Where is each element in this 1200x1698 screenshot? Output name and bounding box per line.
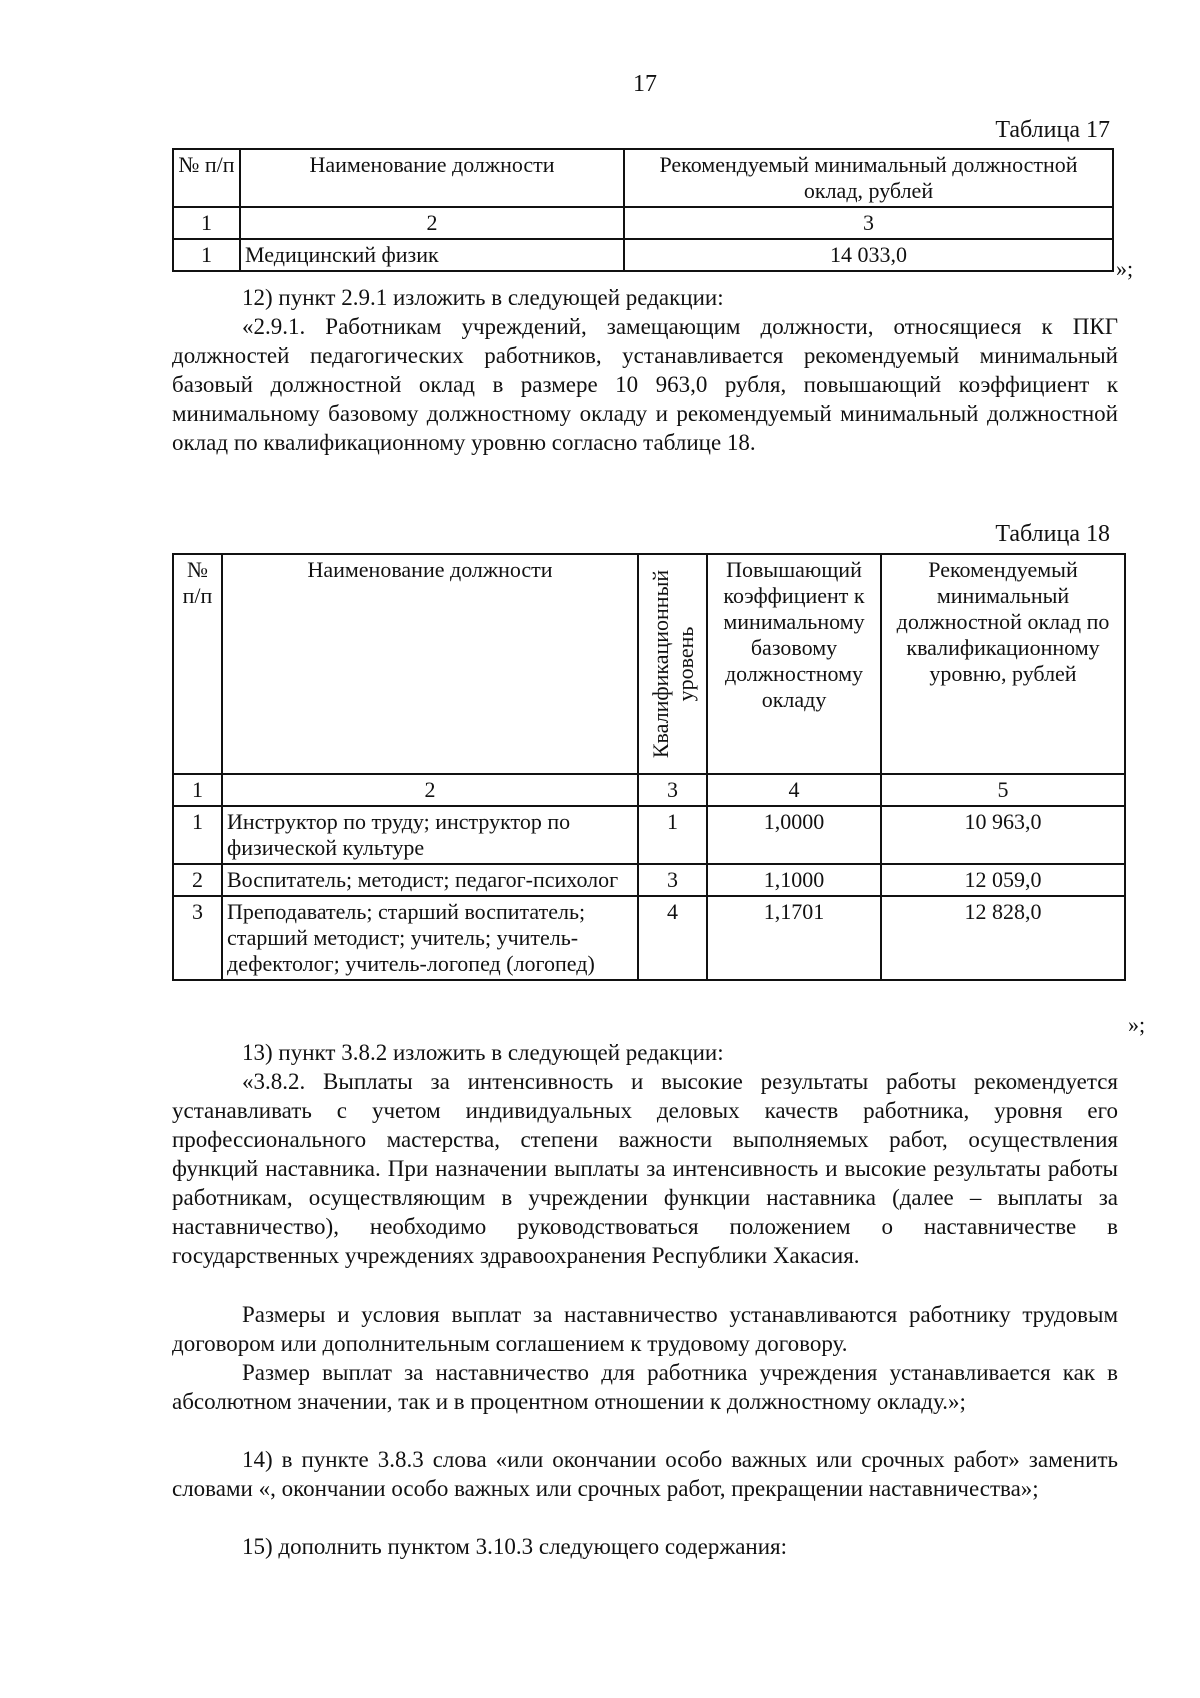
table-18-label: Таблица 18 [995, 521, 1110, 547]
table-row [173, 896, 1125, 980]
column-number-row [173, 207, 1113, 239]
qualification-level: 1 [638, 806, 707, 864]
column-number: 2 [222, 774, 638, 806]
table-row [173, 239, 1113, 271]
column-number: 5 [881, 774, 1125, 806]
row-number: 1 [173, 806, 222, 864]
header-cell: Повышающий коэффициент к минимальному базовому должностному окладу [707, 554, 881, 774]
qualification-level-header: Квалификационный уровень [647, 569, 698, 759]
table-17-label: Таблица 17 [995, 117, 1110, 143]
item-13-heading: 13) пункт 3.8.2 изложить в следующей редакции: [242, 1040, 724, 1065]
position-name: Преподаватель; старший воспитатель; старший методист; учитель; учитель-дефектолог; учитель-логопед (логопед) [222, 896, 638, 980]
table-row [173, 864, 1125, 896]
table-17 [172, 148, 1114, 272]
header-cell: Наименование должности [222, 554, 638, 774]
header-cell: № п/п [173, 554, 222, 774]
row-number: 3 [173, 896, 222, 980]
table-row [173, 806, 1125, 864]
coefficient: 1,0000 [707, 806, 881, 864]
header-cell: Рекомендуемый минимальный должностной оклад по квалификационному уровню, рублей [881, 554, 1125, 774]
header-cell: № п/п [173, 149, 240, 207]
column-number: 3 [638, 774, 707, 806]
table-header-row [173, 149, 1113, 207]
table-18 [172, 553, 1126, 981]
header-cell-rotated [638, 554, 707, 774]
page-number: 17 [633, 71, 657, 97]
position-name: Инструктор по труду; инструктор по физической культуре [222, 806, 638, 864]
item-12-heading: 12) пункт 2.9.1 изложить в следующей редакции: [242, 285, 724, 310]
salary-value: 14 033,0 [624, 239, 1113, 271]
item-13-paragraph-1: «3.8.2. Выплаты за интенсивность и высокие результаты работы рекомендуется устанавливать с учетом индивидуальных деловых качеств работника, уровня его профессионального мастерства, степени важности выполняемых работ, осуществления функций наставника. При назначении выплаты за интенсивность и высокие результаты работы работникам, осуществляющим в учреждении функции наставника (далее – выплаты за наставничество), необходимо руководствоваться положением о наставничестве в государственных учреждениях здравоохранения Республики Хакасия. [172, 1069, 1118, 1268]
header-cell: Наименование должности [240, 149, 624, 207]
position-name: Воспитатель; методист; педагог-психолог [222, 864, 638, 896]
item-13-paragraph-3: Размер выплат за наставничество для работника учреждения устанавливается как в абсолютном значении, так и в процентном отношении к должностному окладу.»; [172, 1360, 1118, 1414]
item-15-text: 15) дополнить пунктом 3.10.3 следующего содержания: [242, 1534, 788, 1559]
table-header-row [173, 554, 1125, 774]
salary-value: 12 828,0 [881, 896, 1125, 980]
table-17-closing-quote: »; [1116, 256, 1134, 281]
column-number: 4 [707, 774, 881, 806]
salary-value: 12 059,0 [881, 864, 1125, 896]
column-number: 3 [624, 207, 1113, 239]
column-number: 1 [173, 774, 222, 806]
salary-value: 10 963,0 [881, 806, 1125, 864]
column-number: 2 [240, 207, 624, 239]
header-cell: Рекомендуемый минимальный должностной оклад, рублей [624, 149, 1113, 207]
item-14-text: 14) в пункте 3.8.3 слова «или окончании особо важных или срочных работ» заменить словами «, окончании особо важных или срочных работ, прекращении наставничества»; [172, 1447, 1118, 1501]
row-number: 2 [173, 864, 222, 896]
item-12-text: «2.9.1. Работникам учреждений, замещающим должности, относящиеся к ПКГ должностей педагогических работников, устанавливается рекомендуемый минимальный базовый должностной оклад в размере 10 963,0 рубля, повышающий коэффициент к минимальному базовому должностному окладу и рекомендуемый минимальный должностной оклад по квалификационному уровню согласно таблице 18. [172, 314, 1118, 455]
qualification-level: 3 [638, 864, 707, 896]
table-18-closing-quote: »; [1128, 1012, 1146, 1037]
coefficient: 1,1000 [707, 864, 881, 896]
row-number: 1 [173, 239, 240, 271]
qualification-level: 4 [638, 896, 707, 980]
column-number-row [173, 774, 1125, 806]
coefficient: 1,1701 [707, 896, 881, 980]
column-number: 1 [173, 207, 240, 239]
position-name: Медицинский физик [240, 239, 624, 271]
item-13-paragraph-2: Размеры и условия выплат за наставничество устанавливаются работнику трудовым договором или дополнительным соглашением к трудовому договору. [172, 1302, 1118, 1356]
